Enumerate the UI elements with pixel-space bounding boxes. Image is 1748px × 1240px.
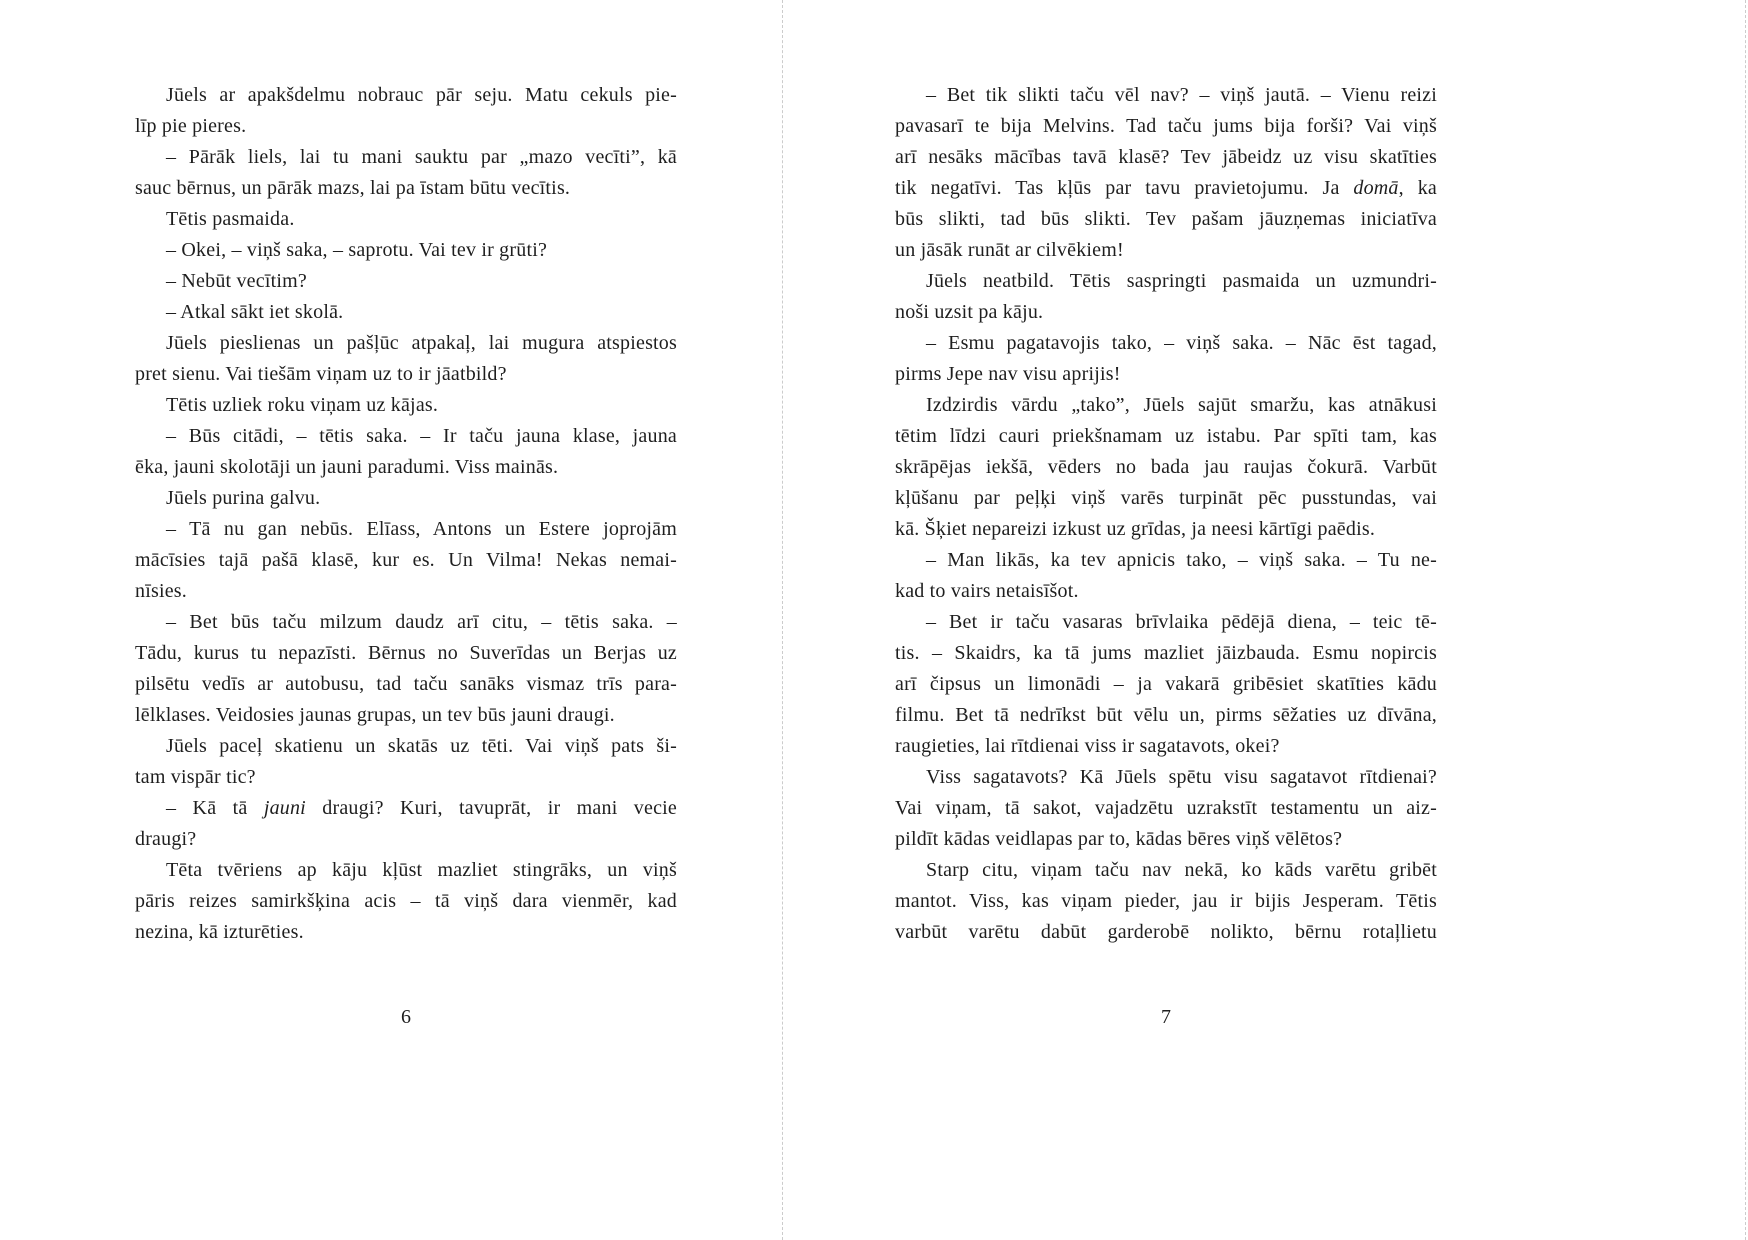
text-line: arī čipsus un limonādi – ja vakarā gribēsiet skatīties kādu: [895, 673, 1437, 695]
text-line: būs slikti, tad būs slikti. Tev pašam jāuzņemas iniciatīva: [895, 208, 1437, 230]
text-line: ēka, jauni skolotāji un jauni paradumi. Viss mainās.: [135, 456, 559, 478]
text-line: nezina, kā izturēties.: [135, 921, 304, 943]
text-line: tam vispār tic?: [135, 766, 256, 788]
text-line: Tēta tvēriens ap kāju kļūst mazliet stingrāks, un viņš: [166, 859, 677, 881]
text-line: – Pārāk liels, lai tu mani sauktu par „mazo vecīti”, kā: [166, 146, 677, 168]
text-line: – Bet ir taču vasaras brīvlaika pēdējā diena, – teic tē-: [926, 611, 1437, 633]
text-line: kā. Šķiet nepareizi izkust uz grīdas, ja neesi kārtīgi paēdis.: [895, 518, 1376, 540]
text-line: Viss sagatavots? Kā Jūels spētu visu sagatavot rītdienai?: [926, 766, 1437, 788]
text-line: skrāpējas iekšā, vēders no bada jau raujas čokurā. Varbūt: [895, 456, 1437, 478]
text-line: tētim līdzi cauri priekšnamam uz istabu. Par spīti tam, kas: [895, 425, 1437, 447]
text-line: filmu. Bet tā nedrīkst būt vēlu un, pirms sēžaties uz dīvāna,: [895, 704, 1437, 726]
text-line: pirms Jepe nav visu aprijis!: [895, 363, 1121, 385]
text-line: Jūels neatbild. Tētis saspringti pasmaida un uzmundri-: [926, 270, 1437, 292]
text-line: pāris reizes samirkšķina acis – tā viņš dara vienmēr, kad: [135, 890, 677, 912]
text-line: – Bet būs taču milzum daudz arī citu, – tētis saka. –: [166, 611, 677, 633]
text-line: – Kā tā jauni draugi? Kuri, tavuprāt, ir mani vecie: [166, 797, 677, 819]
text-line: – Man likās, ka tev apnicis tako, – viņš saka. – Tu ne-: [926, 549, 1437, 571]
text-line: pret sienu. Vai tiešām viņam uz to ir jāatbild?: [135, 363, 507, 385]
text-line: tik negatīvi. Tas kļūs par tavu pravietojumu. Ja domā, ka: [895, 177, 1437, 199]
text-line: Vai viņam, tā sakot, vajadzētu uzrakstīt testamentu un aiz-: [895, 797, 1437, 819]
left-page: [135, 0, 677, 1240]
text-line: raugieties, lai rītdienai viss ir sagatavots, okei?: [895, 735, 1280, 757]
text-line: pavasarī te bija Melvins. Tad taču jums bija forši? Vai viņš: [895, 115, 1437, 137]
text-line: kļūšanu par peļķi viņš varēs turpināt pēc pusstundas, vai: [895, 487, 1437, 509]
text-line: – Atkal sākt iet skolā.: [166, 301, 344, 323]
text-line: kad to vairs netaisīšot.: [895, 580, 1079, 602]
text-line: Jūels ar apakšdelmu nobrauc pār seju. Matu cekuls pie-: [166, 84, 677, 106]
text-line: Izdzirdis vārdu „tako”, Jūels sajūt smaržu, kas atnākusi: [926, 394, 1437, 416]
text-line: līp pie pieres.: [135, 115, 247, 137]
text-line: Starp citu, viņam taču nav nekā, ko kāds varētu gribēt: [926, 859, 1437, 881]
text-line: pildīt kādas veidlapas par to, kādas bēres viņš vēlētos?: [895, 828, 1343, 850]
text-line: pilsētu vedīs ar autobusu, tad taču sanāks vismaz trīs para-: [135, 673, 677, 695]
text-line: Tētis uzliek roku viņam uz kājas.: [166, 394, 439, 416]
right-edge-divider: [1745, 0, 1746, 1240]
text-line: un jāsāk runāt ar cilvēkiem!: [895, 239, 1124, 261]
text-line: – Bet tik slikti taču vēl nav? – viņš jautā. – Vienu reizi: [926, 84, 1437, 106]
text-line: – Tā nu gan nebūs. Elīass, Antons un Estere joprojām: [166, 518, 677, 540]
text-line: noši uzsit pa kāju.: [895, 301, 1044, 323]
text-line: nīsies.: [135, 580, 187, 602]
text-line: mantot. Viss, kas viņam pieder, jau ir bijis Jesperam. Tētis: [895, 890, 1437, 912]
text-block: [895, 80, 1437, 948]
text-line: sauc bērnus, un pārāk mazs, lai pa īstam būtu vecītis.: [135, 177, 571, 199]
page-number: 7: [1161, 1006, 1171, 1028]
text-line: tis. – Skaidrs, ka tā jums mazliet jāizbauda. Esmu nopircis: [895, 642, 1437, 664]
text-line: mācīsies tajā pašā klasē, kur es. Un Vilma! Nekas nemai-: [135, 549, 677, 571]
text-line: – Okei, – viņš saka, – saprotu. Vai tev ir grūti?: [166, 239, 548, 261]
text-line: – Nebūt vecītim?: [166, 270, 307, 292]
text-line: Tādu, kurus tu nepazīsti. Bērnus no Suverīdas un Berjas uz: [135, 642, 677, 664]
page-number: 6: [401, 1006, 411, 1028]
text-line: – Esmu pagatavojis tako, – viņš saka. – Nāc ēst tagad,: [926, 332, 1437, 354]
text-line: Jūels pieslienas un pašļūc atpakaļ, lai mugura atspiestos: [166, 332, 677, 354]
text-line: Jūels paceļ skatienu un skatās uz tēti. Vai viņš pats ši-: [166, 735, 677, 757]
text-line: Jūels purina galvu.: [166, 487, 321, 509]
text-block: [135, 80, 677, 948]
text-line: Tētis pasmaida.: [166, 208, 295, 230]
center-gutter-divider: [782, 0, 783, 1240]
text-line: – Būs citādi, – tētis saka. – Ir taču jauna klase, jauna: [166, 425, 677, 447]
text-line: varbūt varētu dabūt garderobē nolikto, bērnu rotaļlietu: [895, 921, 1437, 943]
text-line: arī nesāks mācības tavā klasē? Tev jābeidz uz visu skatīties: [895, 146, 1437, 168]
text-line: lēlklases. Veidosies jaunas grupas, un tev būs jauni draugi.: [135, 704, 615, 726]
text-line: draugi?: [135, 828, 197, 850]
right-page: [895, 0, 1437, 1240]
